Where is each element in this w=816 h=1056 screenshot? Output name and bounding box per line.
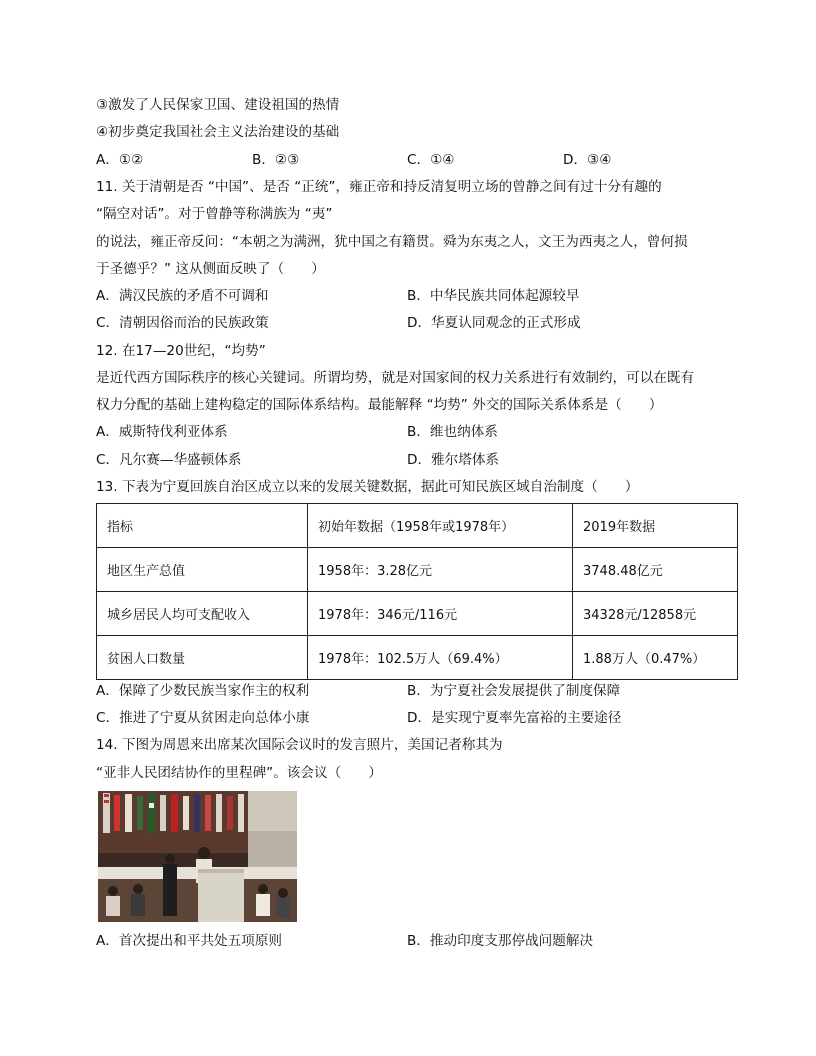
q10-option-d: D．③④ [563,152,612,168]
q11-stem-line-1: 11. 关于清朝是否 “中国”、是否 “正统”，雍正帝和持反清复明立场的曾静之间有过十分有趣的 [96,179,662,195]
q11-option-a: A．满汉民族的矛盾不可调和 [96,288,269,304]
q12-option-c: C．凡尔赛—华盛顿体系 [96,452,242,468]
statement-4: ④初步奠定我国社会主义法治建设的基础 [96,124,340,140]
table-cell: 地区生产总值 [97,548,308,592]
data-table [96,503,738,680]
q11-option-b: B．中华民族共同体起源较早 [407,288,580,304]
table-row [97,548,738,592]
q14-stem-line-2: “亚非人民团结协作的里程碑”。该会议（ ） [96,765,382,781]
q10-option-c: C．①④ [407,152,455,168]
q11-stem-line-2: “隔空对话”。对于曾静等称满族为 “夷” [96,206,333,222]
table-cell: 1958年：3.28亿元 [308,548,573,592]
statement-3: ③激发了人民保家卫国、建设祖国的热情 [96,97,340,113]
q13-option-a: A．保障了少数民族当家作主的权利 [96,683,310,699]
table-cell: 贫困人口数量 [97,636,308,680]
q13-option-b: B．为宁夏社会发展提供了制度保障 [407,683,621,699]
table-cell: 1978年：102.5万人（69.4%） [308,636,573,680]
q14-option-a: A．首次提出和平共处五项原则 [96,933,283,949]
q12-stem-line-3: 权力分配的基础上建构稳定的国际体系结构。最能解释 “均势” 外交的国际关系体系是（ ） [96,397,663,413]
table-cell: 1.88万人（0.47%） [573,636,738,680]
q11-option-c: C．清朝因俗而治的民族政策 [96,315,269,331]
table-header-cell: 指标 [97,504,308,548]
q12-option-b: B．维也纳体系 [407,424,498,440]
q14-option-b: B．推动印度支那停战问题解决 [407,933,594,949]
q11-stem-line-4: 于圣德乎？” 这从侧面反映了（ ） [96,261,325,277]
q13-option-c: C．推进了宁夏从贫困走向总体小康 [96,710,310,726]
q12-option-a: A．威斯特伐利亚体系 [96,424,228,440]
table-cell: 城乡居民人均可支配收入 [97,592,308,636]
q12-stem-line-1: 12. 在17—20世纪，“均势” [96,343,266,359]
table-header-cell: 2019年数据 [573,504,738,548]
q10-option-a: A．①② [96,152,144,168]
q12-stem-line-2: 是近代西方国际秩序的核心关键词。所谓均势，就是对国家间的权力关系进行有效制约，可以在既有 [96,370,695,386]
conference-speech-photo [98,791,297,922]
q13-stem: 13. 下表为宁夏回族自治区成立以来的发展关键数据，据此可知民族区域自治制度（ ） [96,479,639,495]
table-header-cell: 初始年数据（1958年或1978年） [308,504,573,548]
table-cell: 3748.48亿元 [573,548,738,592]
q12-option-d: D．雅尔塔体系 [407,452,500,468]
q14-stem-line-1: 14. 下图为周恩来出席某次国际会议时的发言照片，美国记者称其为 [96,737,503,753]
q11-option-d: D．华夏认同观念的正式形成 [407,315,581,331]
table-header-row [97,504,738,548]
table-cell: 1978年：346元/116元 [308,592,573,636]
q11-stem-line-3: 的说法，雍正帝反问：“本朝之为满洲，犹中国之有籍贯。舜为东夷之人，文王为西夷之人，曾何损 [96,234,688,250]
q13-option-d: D．是实现宁夏率先富裕的主要途径 [407,710,622,726]
q10-option-b: B．②③ [252,152,300,168]
table-cell: 34328元/12858元 [573,592,738,636]
table-row [97,636,738,680]
table-row [97,592,738,636]
